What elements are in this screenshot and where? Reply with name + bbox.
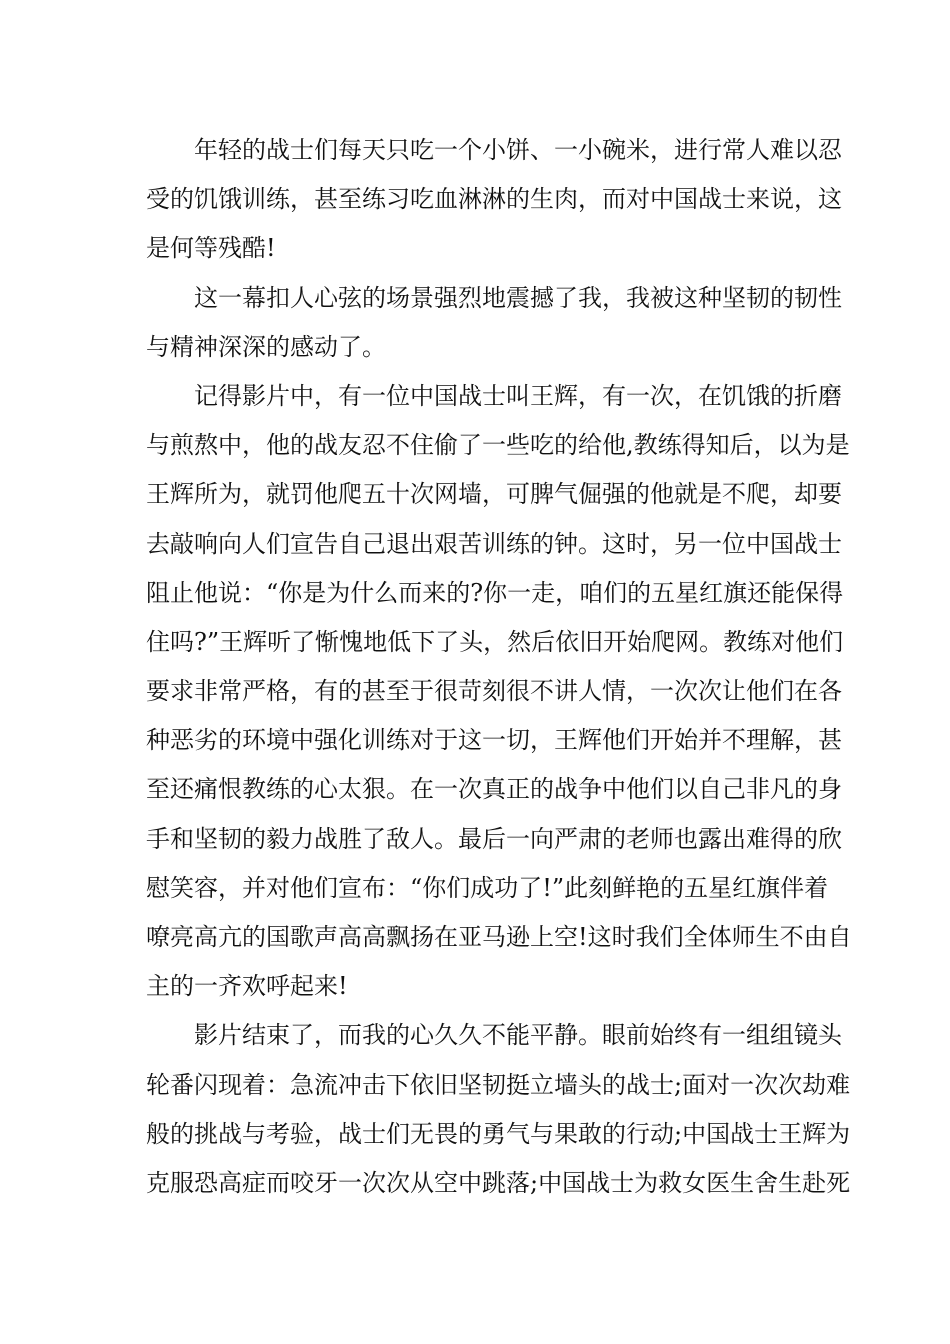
paragraph-1-line-1: 年轻的战士们每天只吃一个小饼、一小碗米，进行常人难以忍 [194, 136, 842, 164]
paragraph-3-line-13: 主的一齐欢呼起来! [146, 972, 348, 1001]
paragraph-3-line-4: 去敲响向人们宣告自己退出艰苦训练的钟。这时，另一位中国战士 [146, 529, 842, 558]
paragraph-3-line-7: 要求非常严格，有的甚至于很苛刻很不讲人情，一次次让他们在各 [146, 677, 842, 706]
paragraph-1-line-3: 是何等残酷! [146, 234, 276, 263]
paragraph-3-line-1: 记得影片中，有一位中国战士叫王辉，有一次，在饥饿的折磨 [194, 381, 842, 410]
paragraph-1-line-2: 受的饥饿训练，甚至练习吃血淋淋的生肉，而对中国战士来说，这 [146, 185, 842, 214]
paragraph-4-line-2: 轮番闪现着：急流冲击下依旧坚韧挺立墙头的战士;面对一次次劫难 [146, 1070, 851, 1099]
paragraph-3-line-12: 嘹亮高亢的国歌声高高飘扬在亚马逊上空!这时我们全体师生不由自 [146, 923, 852, 951]
paragraph-3-line-9: 至还痛恨教练的心太狠。在一次真正的战争中他们以自己非凡的身 [146, 775, 842, 804]
paragraph-2-line-1: 这一幕扣人心弦的场景强烈地震撼了我，我被这种坚韧的韧性 [194, 283, 842, 312]
paragraph-3-line-6: 住吗?”王辉听了惭愧地低下了头，然后依旧开始爬网。教练对他们 [146, 627, 844, 656]
paragraph-3-line-3: 王辉所为，就罚他爬五十次网墙，可脾气倔强的他就是不爬，却要 [146, 480, 842, 509]
paragraph-3-line-2: 与煎熬中，他的战友忍不住偷了一些吃的给他,教练得知后，以为是 [146, 431, 850, 460]
paragraph-3-line-11: 慰笑容，并对他们宣布：“你们成功了!”此刻鲜艳的五星红旗伴着 [146, 873, 829, 902]
paragraph-3-line-8: 种恶劣的环境中强化训练对于这一切，王辉他们开始并不理解，甚 [146, 726, 842, 755]
body-text [146, 126, 852, 1208]
paragraph-4-line-3: 般的挑战与考验，战士们无畏的勇气与果敢的行动;中国战士王辉为 [146, 1119, 851, 1148]
paragraph-3-line-10: 手和坚韧的毅力战胜了敌人。最后一向严肃的老师也露出难得的欣 [146, 824, 842, 853]
paragraph-3-line-5: 阻止他说：“你是为什么而来的?你一走，咱们的五星红旗还能保得 [146, 578, 844, 607]
paragraph-4-line-1: 影片结束了，而我的心久久不能平静。眼前始终有一组组镜头 [194, 1021, 842, 1050]
paragraph-4-line-4: 克服恐高症而咬牙一次次从空中跳落;中国战士为救女医生舍生赴死 [146, 1168, 851, 1197]
paragraph-2-line-2: 与精神深深的感动了。 [146, 332, 386, 361]
